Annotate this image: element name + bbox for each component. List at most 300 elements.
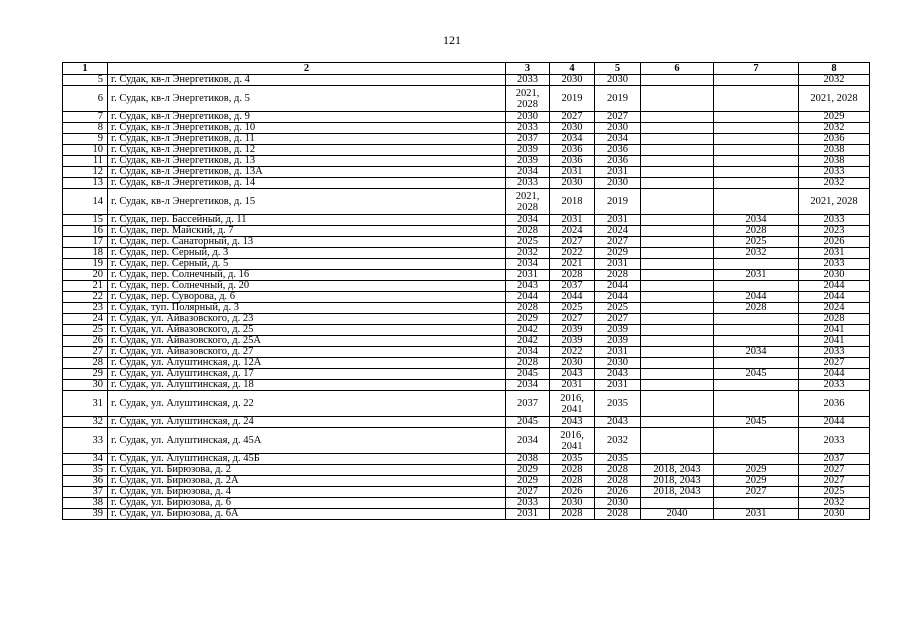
year-cell: 2032 (595, 428, 641, 454)
column-header: 4 (550, 63, 595, 75)
year-cell: 2021, 2028 (506, 86, 550, 112)
table-row (63, 476, 870, 487)
year-cell: 2044 (595, 292, 641, 303)
address-cell: г. Судак, ул. Айвазовского, д. 25А (108, 336, 506, 347)
table-row (63, 248, 870, 259)
row-number-cell: 18 (63, 248, 108, 259)
address-cell: г. Судак, пер. Бассейный, д. 11 (108, 215, 506, 226)
year-cell: 2031 (595, 215, 641, 226)
year-cell: 2032 (506, 248, 550, 259)
year-cell: 2029 (799, 112, 870, 123)
address-cell: г. Судак, ул. Алуштинская, д. 22 (108, 391, 506, 417)
year-cell: 2021, 2028 (506, 189, 550, 215)
year-cell: 2025 (550, 303, 595, 314)
table-row (63, 325, 870, 336)
table-row (63, 75, 870, 86)
year-cell: 2030 (595, 123, 641, 134)
year-cell: 2019 (550, 86, 595, 112)
year-cell: 2030 (595, 498, 641, 509)
table-row (63, 189, 870, 215)
year-cell: 2044 (799, 292, 870, 303)
year-cell: 2029 (595, 248, 641, 259)
row-number-cell: 34 (63, 454, 108, 465)
year-cell: 2018, 2043 (641, 487, 714, 498)
year-cell: 2043 (550, 369, 595, 380)
year-cell: 2038 (799, 156, 870, 167)
year-cell (714, 391, 799, 417)
year-cell: 2045 (714, 417, 799, 428)
row-number-cell: 8 (63, 123, 108, 134)
year-cell: 2030 (550, 75, 595, 86)
address-cell: г. Судак, ул. Алуштинская, д. 17 (108, 369, 506, 380)
table-row (63, 226, 870, 237)
row-number-cell: 26 (63, 336, 108, 347)
year-cell: 2027 (595, 314, 641, 325)
year-cell (714, 145, 799, 156)
year-cell: 2028 (550, 476, 595, 487)
year-cell (714, 259, 799, 270)
year-cell: 2033 (799, 215, 870, 226)
year-cell: 2028 (506, 303, 550, 314)
row-number-cell: 25 (63, 325, 108, 336)
address-cell: г. Судак, ул. Алуштинская, д. 12А (108, 358, 506, 369)
year-cell: 2027 (550, 112, 595, 123)
year-cell: 2027 (550, 237, 595, 248)
address-cell: г. Судак, ул. Бирюзова, д. 2А (108, 476, 506, 487)
year-cell (641, 112, 714, 123)
year-cell (641, 86, 714, 112)
year-cell: 2031 (714, 270, 799, 281)
table-row (63, 281, 870, 292)
year-cell (641, 134, 714, 145)
year-cell: 2045 (714, 369, 799, 380)
year-cell (714, 314, 799, 325)
year-cell (641, 270, 714, 281)
year-cell: 2025 (799, 487, 870, 498)
year-cell: 2030 (595, 178, 641, 189)
year-cell: 2024 (799, 303, 870, 314)
year-cell: 2038 (799, 145, 870, 156)
year-cell (714, 325, 799, 336)
year-cell (641, 123, 714, 134)
year-cell: 2027 (714, 487, 799, 498)
year-cell: 2029 (506, 476, 550, 487)
year-cell: 2036 (595, 145, 641, 156)
year-cell: 2024 (550, 226, 595, 237)
row-number-cell: 5 (63, 75, 108, 86)
year-cell: 2027 (799, 465, 870, 476)
address-cell: г. Судак, ул. Айвазовского, д. 23 (108, 314, 506, 325)
year-cell: 2034 (506, 259, 550, 270)
row-number-cell: 32 (63, 417, 108, 428)
table-row (63, 347, 870, 358)
year-cell: 2034 (506, 215, 550, 226)
year-cell: 2028 (714, 303, 799, 314)
table-body (63, 75, 870, 520)
row-number-cell: 20 (63, 270, 108, 281)
year-cell: 2016, 2041 (550, 391, 595, 417)
row-number-cell: 11 (63, 156, 108, 167)
year-cell (714, 380, 799, 391)
year-cell: 2038 (506, 454, 550, 465)
table-row (63, 167, 870, 178)
year-cell: 2031 (550, 215, 595, 226)
year-cell: 2033 (799, 428, 870, 454)
year-cell: 2029 (506, 465, 550, 476)
table-row (63, 465, 870, 476)
year-cell: 2029 (714, 465, 799, 476)
year-cell: 2023 (799, 226, 870, 237)
address-cell: г. Судак, пер. Суворова, д. 6 (108, 292, 506, 303)
year-cell (714, 86, 799, 112)
year-cell: 2028 (595, 270, 641, 281)
year-cell: 2032 (799, 178, 870, 189)
year-cell: 2034 (714, 347, 799, 358)
row-number-cell: 29 (63, 369, 108, 380)
year-cell (641, 369, 714, 380)
year-cell: 2021, 2028 (799, 189, 870, 215)
year-cell (641, 347, 714, 358)
year-cell: 2044 (799, 417, 870, 428)
year-cell: 2030 (506, 112, 550, 123)
year-cell: 2027 (595, 112, 641, 123)
year-cell: 2032 (714, 248, 799, 259)
year-cell: 2030 (550, 123, 595, 134)
year-cell (641, 454, 714, 465)
year-cell: 2044 (799, 281, 870, 292)
year-cell (641, 237, 714, 248)
table-row (63, 292, 870, 303)
address-cell: г. Судак, кв-л Энергетиков, д. 10 (108, 123, 506, 134)
year-cell: 2021, 2028 (799, 86, 870, 112)
row-number-cell: 19 (63, 259, 108, 270)
row-number-cell: 14 (63, 189, 108, 215)
address-cell: г. Судак, ул. Алуштинская, д. 45А (108, 428, 506, 454)
year-cell (714, 178, 799, 189)
year-cell (641, 248, 714, 259)
year-cell (641, 281, 714, 292)
table-row (63, 123, 870, 134)
year-cell (714, 498, 799, 509)
row-number-cell: 33 (63, 428, 108, 454)
table-row (63, 391, 870, 417)
year-cell: 2035 (550, 454, 595, 465)
address-cell: г. Судак, ул. Бирюзова, д. 6А (108, 509, 506, 520)
row-number-cell: 7 (63, 112, 108, 123)
table-row (63, 215, 870, 226)
year-cell (714, 167, 799, 178)
row-number-cell: 24 (63, 314, 108, 325)
row-number-cell: 30 (63, 380, 108, 391)
year-cell (641, 215, 714, 226)
year-cell: 2035 (595, 454, 641, 465)
year-cell: 2032 (799, 123, 870, 134)
year-cell: 2039 (595, 325, 641, 336)
year-cell: 2036 (595, 156, 641, 167)
address-cell: г. Судак, кв-л Энергетиков, д. 15 (108, 189, 506, 215)
schedule-table (62, 62, 870, 520)
year-cell: 2043 (595, 369, 641, 380)
table-row (63, 270, 870, 281)
table-row (63, 336, 870, 347)
year-cell: 2034 (506, 347, 550, 358)
table-row (63, 498, 870, 509)
year-cell (714, 358, 799, 369)
year-cell (641, 380, 714, 391)
address-cell: г. Судак, кв-л Энергетиков, д. 13 (108, 156, 506, 167)
year-cell: 2021 (550, 259, 595, 270)
year-cell: 2037 (550, 281, 595, 292)
year-cell: 2042 (506, 325, 550, 336)
row-number-cell: 37 (63, 487, 108, 498)
address-cell: г. Судак, ул. Айвазовского, д. 25 (108, 325, 506, 336)
year-cell: 2034 (506, 428, 550, 454)
year-cell: 2027 (595, 237, 641, 248)
year-cell: 2037 (506, 134, 550, 145)
year-cell: 2028 (595, 476, 641, 487)
year-cell (641, 428, 714, 454)
address-cell: г. Судак, кв-л Энергетиков, д. 14 (108, 178, 506, 189)
year-cell: 2039 (595, 336, 641, 347)
table-row (63, 358, 870, 369)
year-cell: 2026 (799, 237, 870, 248)
year-cell: 2026 (595, 487, 641, 498)
year-cell (641, 314, 714, 325)
year-cell (641, 336, 714, 347)
year-cell: 2018 (550, 189, 595, 215)
table-row (63, 303, 870, 314)
year-cell: 2036 (550, 145, 595, 156)
year-cell: 2034 (714, 215, 799, 226)
address-cell: г. Судак, пер. Санаторный, д. 13 (108, 237, 506, 248)
table-row (63, 428, 870, 454)
year-cell: 2033 (506, 75, 550, 86)
year-cell: 2028 (550, 509, 595, 520)
year-cell (641, 145, 714, 156)
table-row (63, 509, 870, 520)
address-cell: г. Судак, кв-л Энергетиков, д. 4 (108, 75, 506, 86)
year-cell: 2043 (550, 417, 595, 428)
year-cell: 2028 (595, 509, 641, 520)
row-number-cell: 28 (63, 358, 108, 369)
year-cell: 2035 (595, 391, 641, 417)
table-row (63, 417, 870, 428)
row-number-cell: 17 (63, 237, 108, 248)
year-cell: 2028 (550, 270, 595, 281)
year-cell (714, 428, 799, 454)
year-cell (641, 498, 714, 509)
address-cell: г. Судак, кв-л Энергетиков, д. 5 (108, 86, 506, 112)
address-cell: г. Судак, пер. Солнечный, д. 16 (108, 270, 506, 281)
address-cell: г. Судак, кв-л Энергетиков, д. 13А (108, 167, 506, 178)
year-cell: 2030 (550, 178, 595, 189)
year-cell (714, 156, 799, 167)
year-cell: 2018, 2043 (641, 465, 714, 476)
year-cell: 2028 (506, 226, 550, 237)
column-header: 3 (506, 63, 550, 75)
column-header: 2 (108, 63, 506, 75)
year-cell: 2030 (595, 75, 641, 86)
year-cell: 2025 (506, 237, 550, 248)
year-cell: 2032 (799, 498, 870, 509)
row-number-cell: 21 (63, 281, 108, 292)
year-cell: 2026 (550, 487, 595, 498)
year-cell: 2031 (595, 380, 641, 391)
year-cell: 2030 (550, 358, 595, 369)
year-cell: 2039 (506, 156, 550, 167)
year-cell: 2033 (506, 123, 550, 134)
address-cell: г. Судак, ул. Бирюзова, д. 6 (108, 498, 506, 509)
column-header: 7 (714, 63, 799, 75)
address-cell: г. Судак, пер. Серный, д. 5 (108, 259, 506, 270)
year-cell: 2019 (595, 86, 641, 112)
year-cell (641, 259, 714, 270)
year-cell: 2019 (595, 189, 641, 215)
year-cell (714, 336, 799, 347)
year-cell (641, 178, 714, 189)
address-cell: г. Судак, пер. Майский, д. 7 (108, 226, 506, 237)
year-cell: 2027 (506, 487, 550, 498)
table-row (63, 178, 870, 189)
table-row (63, 156, 870, 167)
year-cell: 2025 (595, 303, 641, 314)
row-number-cell: 27 (63, 347, 108, 358)
year-cell (641, 358, 714, 369)
year-cell (641, 292, 714, 303)
row-number-cell: 13 (63, 178, 108, 189)
year-cell: 2034 (550, 134, 595, 145)
address-cell: г. Судак, ул. Алуштинская, д. 45Б (108, 454, 506, 465)
year-cell: 2044 (714, 292, 799, 303)
year-cell: 2030 (799, 270, 870, 281)
year-cell: 2031 (550, 380, 595, 391)
year-cell: 2031 (595, 259, 641, 270)
table-row (63, 86, 870, 112)
year-cell: 2036 (799, 391, 870, 417)
address-cell: г. Судак, ул. Алуштинская, д. 18 (108, 380, 506, 391)
header-row (63, 63, 870, 75)
year-cell: 2025 (714, 237, 799, 248)
table-row (63, 259, 870, 270)
year-cell: 2024 (595, 226, 641, 237)
year-cell (641, 189, 714, 215)
row-number-cell: 36 (63, 476, 108, 487)
year-cell: 2016, 2041 (550, 428, 595, 454)
address-cell: г. Судак, кв-л Энергетиков, д. 12 (108, 145, 506, 156)
year-cell: 2041 (799, 325, 870, 336)
year-cell: 2034 (506, 167, 550, 178)
address-cell: г. Судак, кв-л Энергетиков, д. 9 (108, 112, 506, 123)
year-cell: 2042 (506, 336, 550, 347)
year-cell: 2045 (506, 417, 550, 428)
year-cell (641, 226, 714, 237)
year-cell: 2032 (799, 75, 870, 86)
row-number-cell: 39 (63, 509, 108, 520)
address-cell: г. Судак, кв-л Энергетиков, д. 11 (108, 134, 506, 145)
year-cell: 2030 (799, 509, 870, 520)
year-cell: 2028 (550, 465, 595, 476)
year-cell: 2033 (799, 380, 870, 391)
year-cell: 2037 (506, 391, 550, 417)
year-cell: 2033 (799, 167, 870, 178)
year-cell: 2033 (799, 259, 870, 270)
year-cell: 2031 (595, 167, 641, 178)
table-row (63, 380, 870, 391)
row-number-cell: 38 (63, 498, 108, 509)
year-cell: 2043 (595, 417, 641, 428)
year-cell: 2029 (714, 476, 799, 487)
year-cell: 2022 (550, 248, 595, 259)
row-number-cell: 6 (63, 86, 108, 112)
year-cell: 2031 (595, 347, 641, 358)
year-cell (641, 325, 714, 336)
table-row (63, 145, 870, 156)
year-cell: 2033 (506, 498, 550, 509)
year-cell: 2039 (550, 325, 595, 336)
year-cell: 2044 (506, 292, 550, 303)
year-cell (714, 123, 799, 134)
address-cell: г. Судак, ул. Алуштинская, д. 24 (108, 417, 506, 428)
year-cell: 2029 (506, 314, 550, 325)
year-cell (641, 417, 714, 428)
year-cell: 2040 (641, 509, 714, 520)
year-cell: 2036 (550, 156, 595, 167)
page-number: 121 (443, 33, 461, 47)
year-cell: 2039 (550, 336, 595, 347)
year-cell: 2037 (799, 454, 870, 465)
year-cell: 2045 (506, 369, 550, 380)
year-cell (641, 391, 714, 417)
year-cell: 2031 (799, 248, 870, 259)
year-cell: 2028 (506, 358, 550, 369)
year-cell: 2028 (714, 226, 799, 237)
year-cell: 2033 (506, 178, 550, 189)
year-cell: 2030 (595, 358, 641, 369)
year-cell (641, 303, 714, 314)
year-cell (714, 134, 799, 145)
address-cell: г. Судак, ул. Бирюзова, д. 2 (108, 465, 506, 476)
table-row (63, 314, 870, 325)
year-cell (641, 156, 714, 167)
row-number-cell: 15 (63, 215, 108, 226)
column-header: 6 (641, 63, 714, 75)
year-cell: 2030 (550, 498, 595, 509)
table-row (63, 134, 870, 145)
address-cell: г. Судак, ул. Айвазовского, д. 27 (108, 347, 506, 358)
row-number-cell: 10 (63, 145, 108, 156)
year-cell (714, 189, 799, 215)
year-cell: 2039 (506, 145, 550, 156)
address-cell: г. Судак, ул. Бирюзова, д. 4 (108, 487, 506, 498)
year-cell: 2044 (550, 292, 595, 303)
year-cell: 2031 (506, 270, 550, 281)
address-cell: г. Судак, туп. Полярный, д. 3 (108, 303, 506, 314)
row-number-cell: 12 (63, 167, 108, 178)
year-cell: 2033 (799, 347, 870, 358)
year-cell: 2022 (550, 347, 595, 358)
table-row (63, 237, 870, 248)
table-row (63, 369, 870, 380)
year-cell (641, 167, 714, 178)
row-number-cell: 22 (63, 292, 108, 303)
year-cell (714, 75, 799, 86)
year-cell: 2044 (799, 369, 870, 380)
year-cell (714, 281, 799, 292)
table-row (63, 112, 870, 123)
year-cell (641, 75, 714, 86)
year-cell: 2043 (506, 281, 550, 292)
year-cell (714, 454, 799, 465)
